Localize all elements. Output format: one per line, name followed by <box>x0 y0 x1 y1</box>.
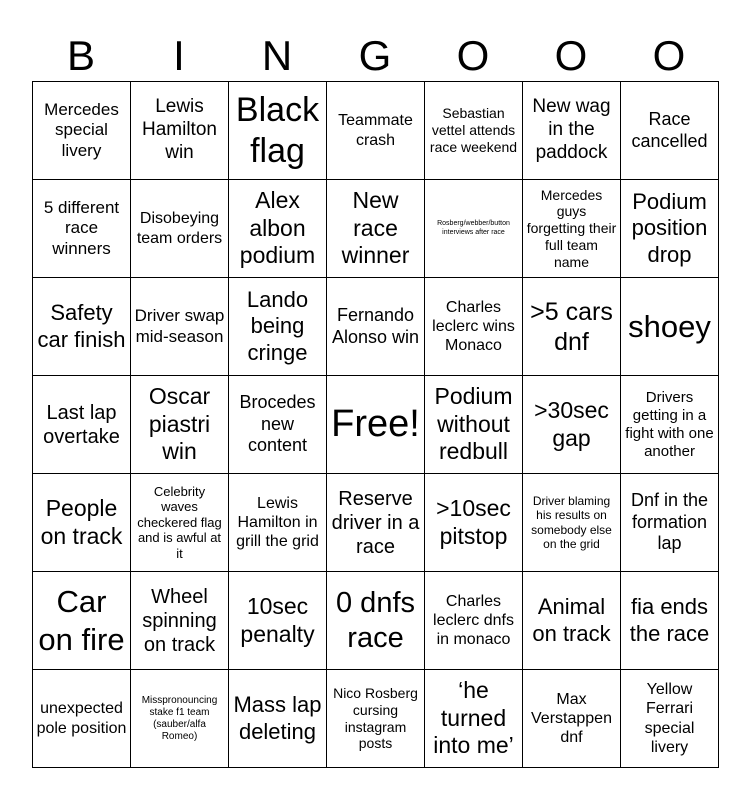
bingo-cell-text: 5 different race winners <box>43 197 120 258</box>
bingo-cell-text: Fernando Alonso win <box>331 304 420 347</box>
bingo-cell[interactable] <box>425 474 523 572</box>
header-letter: O <box>554 32 588 79</box>
bingo-cell[interactable] <box>131 180 229 278</box>
bingo-cell[interactable] <box>229 180 327 278</box>
bingo-cell-text: Wheel spinning on track <box>142 585 217 656</box>
bingo-cell-text: Nico Rosberg cursing instagram posts <box>333 684 418 752</box>
bingo-cell-text: People on track <box>40 494 123 549</box>
bingo-cell[interactable] <box>33 572 131 670</box>
bingo-cell[interactable] <box>425 180 523 278</box>
bingo-cell[interactable] <box>131 376 229 474</box>
bingo-cell[interactable] <box>229 82 327 180</box>
bingo-cell-text: 0 dnfs race <box>336 586 415 654</box>
bingo-cell[interactable] <box>33 180 131 278</box>
bingo-cell[interactable] <box>131 278 229 376</box>
bingo-cell-text: Reserve driver in a race <box>331 487 420 558</box>
bingo-cell[interactable] <box>425 376 523 474</box>
bingo-cell-text: Lewis Hamilton in grill the grid <box>236 494 319 551</box>
header-letter: O <box>456 32 490 79</box>
bingo-cell-text: Rosberg/webber/button interviews after race <box>437 220 510 236</box>
bingo-cell[interactable] <box>523 278 621 376</box>
bingo-cell[interactable] <box>327 572 425 670</box>
bingo-cell[interactable] <box>229 670 327 768</box>
bingo-cell[interactable] <box>621 180 719 278</box>
bingo-cell[interactable] <box>131 670 229 768</box>
bingo-cell[interactable] <box>327 670 425 768</box>
bingo-cell[interactable] <box>131 82 229 180</box>
bingo-cell[interactable] <box>131 572 229 670</box>
bingo-cell[interactable] <box>425 572 523 670</box>
bingo-cell-text: ‘he turned into me’ <box>433 677 514 759</box>
bingo-cell[interactable] <box>327 82 425 180</box>
bingo-cell-text: Mercedes special livery <box>44 99 119 160</box>
bingo-cell-text: Celebrity waves checkered flag and is awful at it <box>137 483 222 561</box>
bingo-cell-text: Podium without redbull <box>434 383 513 465</box>
bingo-cell[interactable] <box>327 474 425 572</box>
bingo-cell[interactable] <box>621 670 719 768</box>
bingo-cell-text: unexpected pole position <box>36 700 127 737</box>
bingo-cell-text: Animal on track <box>532 594 611 646</box>
bingo-cell[interactable] <box>523 572 621 670</box>
bingo-cell[interactable] <box>33 376 131 474</box>
bingo-cell[interactable] <box>229 278 327 376</box>
bingo-cell-text: Max Verstappen dnf <box>531 690 612 747</box>
bingo-cell[interactable] <box>33 278 131 376</box>
bingo-cell-text: Charles leclerc wins Monaco <box>432 298 515 355</box>
bingo-cell[interactable] <box>33 670 131 768</box>
bingo-cell[interactable] <box>131 474 229 572</box>
bingo-cell[interactable] <box>425 82 523 180</box>
bingo-cell-text: Black flag <box>235 90 320 170</box>
bingo-cell[interactable] <box>523 474 621 572</box>
bingo-cell[interactable] <box>523 376 621 474</box>
bingo-cell-text: Driver blaming his results on somebody else on the grid <box>531 493 612 551</box>
bingo-cell-text: Car on fire <box>38 584 125 657</box>
bingo-cell-text: Safety car finish <box>37 300 126 352</box>
header-letter: O <box>652 32 686 79</box>
bingo-cell-text: Lando being cringe <box>246 286 309 365</box>
bingo-cell-text: Sebastian vettel attends race weekend <box>429 105 518 155</box>
bingo-cell-text: Mercedes guys forgetting their full team name <box>526 186 617 270</box>
bingo-header <box>32 30 718 82</box>
bingo-cell[interactable] <box>33 82 131 180</box>
bingo-cell[interactable] <box>33 474 131 572</box>
header-letter: N <box>261 32 293 79</box>
bingo-cell[interactable] <box>621 474 719 572</box>
bingo-cell[interactable] <box>229 572 327 670</box>
bingo-cell-text: shoey <box>628 308 711 344</box>
bingo-cell-text: >10sec pitstop <box>436 494 511 549</box>
bingo-cell[interactable] <box>425 670 523 768</box>
header-letter: I <box>173 32 185 79</box>
bingo-cell-text: Misspronouncing stake f1 team (sauber/alfa Romeo) <box>141 694 218 742</box>
bingo-cell[interactable] <box>621 376 719 474</box>
bingo-cell-text: Drivers getting in a fight with one another <box>625 388 714 460</box>
bingo-cell-text: Oscar piastri win <box>148 383 211 465</box>
bingo-cell-text: Charles leclerc dnfs in monaco <box>433 592 514 649</box>
bingo-cell[interactable] <box>229 474 327 572</box>
bingo-cell-text: Yellow Ferrari special livery <box>644 681 695 756</box>
bingo-cell-text: >30sec gap <box>534 396 609 451</box>
bingo-cell-text: Disobeying team orders <box>136 210 223 247</box>
bingo-cell[interactable] <box>327 180 425 278</box>
bingo-cell[interactable] <box>621 278 719 376</box>
bingo-cell-text: Race cancelled <box>631 108 708 151</box>
bingo-cell-text: Brocedes new content <box>239 392 316 456</box>
bingo-cell-text: fia ends the race <box>629 594 710 646</box>
bingo-cell-text: Mass lap deleting <box>233 692 322 744</box>
bingo-cell-text: Teammate crash <box>338 112 413 149</box>
bingo-cell[interactable] <box>523 670 621 768</box>
bingo-cell-text: Alex albon podium <box>239 187 316 269</box>
header-letter: G <box>358 32 392 79</box>
bingo-cell-text: Lewis Hamilton win <box>142 96 217 163</box>
bingo-cell-text: Last lap overtake <box>43 401 120 448</box>
bingo-cell-text: Driver swap mid-season <box>134 306 225 346</box>
bingo-cell[interactable] <box>621 572 719 670</box>
bingo-cell[interactable] <box>523 82 621 180</box>
bingo-cell[interactable] <box>229 376 327 474</box>
bingo-cell-text: 10sec penalty <box>240 592 315 647</box>
bingo-cell-text: New race winner <box>341 187 410 269</box>
bingo-cell[interactable] <box>327 376 425 474</box>
bingo-cell[interactable] <box>523 180 621 278</box>
bingo-grid <box>32 81 719 768</box>
bingo-cell-text: Dnf in the formation lap <box>630 490 709 554</box>
bingo-cell-text: New wag in the paddock <box>532 96 611 163</box>
bingo-cell-text: Free! <box>331 402 420 445</box>
bingo-cell-text: >5 cars dnf <box>530 297 613 356</box>
bingo-cell-text: Podium position drop <box>631 188 708 267</box>
header-letter: B <box>66 32 95 79</box>
bingo-cell[interactable] <box>425 278 523 376</box>
bingo-cell[interactable] <box>327 278 425 376</box>
bingo-cell[interactable] <box>621 82 719 180</box>
